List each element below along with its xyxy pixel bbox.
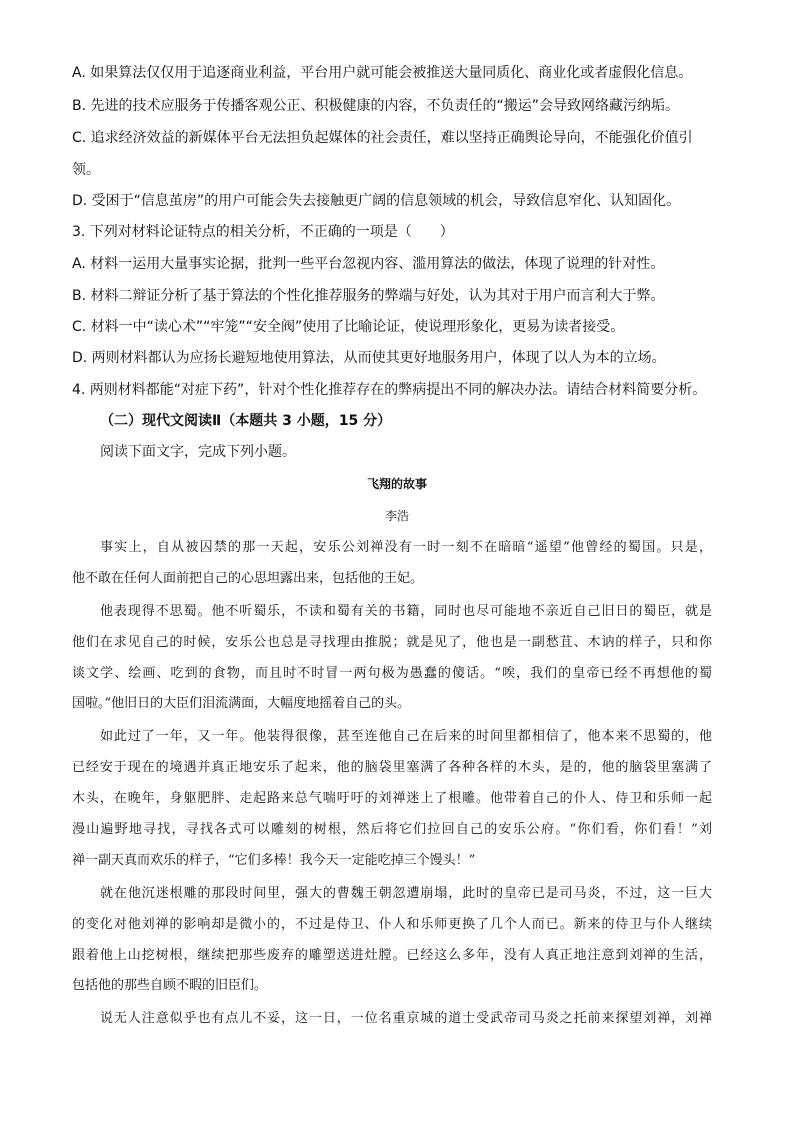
story-author: 李浩 <box>384 509 409 523</box>
story-line: 如此过了一年，又一年。他装得很像，甚至连他自己在后来的时间里都相信了，他本来不思蜀的，他 <box>100 729 712 744</box>
q2-option-a: A. 如果算法仅仅用于追逐商业利益，平台用户就可能会被推送大量同质化、商业化或者虚假化信息。 <box>72 65 693 81</box>
q2-option-b: B. 先进的技术应服务于传播客观公正、积极健康的内容，不负责任的“搬运”会导致网络藏污纳垢。 <box>72 98 680 114</box>
story-line: 国啦。”他旧日的大臣们泪流满面，大幅度地摇着自己的头。 <box>72 696 411 711</box>
q3-option-d: D. 两则材料都认为应扬长避短地使用算法，从而使其更好地服务用户，体现了以人为本的立场。 <box>72 350 666 366</box>
section-instruction: 阅读下面文字，完成下列小题。 <box>100 444 296 460</box>
story-line: 包括他的那些自顾不暇的旧臣们。 <box>72 978 268 993</box>
q4-stem: 4. 两则材料都能“对症下药”，针对个性化推荐存在的弊病提出不同的解决办法。请结合材料简要分析。 <box>72 382 707 398</box>
story-line: 的变化对他刘禅的影响却是微小的，不过是侍卫、仆人和乐师更换了几个人而已。新来的侍卫与仆人继续 <box>72 917 712 932</box>
story-line: 漫山遍野地寻找，寻找各式可以雕刻的树根，然后将它们拉回自己的安乐公府。“你们看，你们看！”刘 <box>72 822 712 837</box>
q2-option-c-line1: C. 追求经济效益的新媒体平台无法担负起媒体的社会责任，难以坚持正确舆论导向，不能强化价值引 <box>72 130 693 146</box>
q2-option-c-line2: 领。 <box>72 162 100 178</box>
q2-option-d: D. 受困于“信息茧房”的用户可能会失去接触更广阔的信息领域的机会，导致信息窄化、认知固化。 <box>72 193 681 209</box>
q3-option-a: A. 材料一运用大量事实论据，批判一些平台忽视内容、滥用算法的做法，体现了说理的针对性。 <box>72 256 665 272</box>
story-line: 说无人注意似乎也有点儿不妥，这一日，一位名重京城的道士受武帝司马炎之托前来探望刘禅，刘禅 <box>100 1011 712 1026</box>
story-title: 飞翔的故事 <box>366 477 427 491</box>
story-line: 跟着他上山挖树根，继续把那些废弃的雕塑送进灶膛。已经这么多年，没有人真正地注意到刘禅的生活， <box>72 948 712 963</box>
story-line: 他们在求见自己的时候，安乐公也总是寻找理由推脱；就是见了，他也是一副愁苴、木讷的样子，只和你 <box>72 635 712 650</box>
q3-stem: 3. 下列对材料论证特点的相关分析，不正确的一项是（ ） <box>72 224 454 240</box>
story-line: 木头，在晚年，身躯肥胖、走起路来总气喘吁吁的刘禅迷上了根雕。他带着自己的仆人、侍卫和乐师一起 <box>72 791 712 806</box>
story-line: 他不敢在任何人面前把自己的心思坦露出来，包括他的王妃。 <box>72 571 424 586</box>
story-line: 谈文学、绘画、吃到的食物，而且时不时冒一两句极为愚蠢的傻话。“唉，我们的皇帝已经不再想他的蜀 <box>72 666 712 681</box>
q3-option-c: C. 材料一中“读心术”“牢笼”“安全阀”使用了比喻论证，使说理形象化，更易为读者接受。 <box>72 319 625 335</box>
story-line: 就在他沉迷根雕的那段时间里，强大的曹魏王朝忽遭崩塌，此时的皇帝已是司马炎，不过，这一巨大 <box>100 886 712 901</box>
story-line: 事实上，自从被囚禁的那一天起，安乐公刘禅没有一时一刻不在暗暗“遥望”他曾经的蜀国。只是， <box>100 540 712 555</box>
section-heading: （二）现代文阅读Ⅱ（本题共 3 小题，15 分） <box>100 413 392 429</box>
story-line: 已经安于现在的境遇并真正地安乐了起来，他的脑袋里塞满了各种各样的木头，是的，他的脑袋里塞满了 <box>72 760 712 775</box>
q3-option-b: B. 材料二辩证分析了基于算法的个性化推荐服务的弊端与好处，认为其对于用户而言利大于弊。 <box>72 288 665 304</box>
story-line: 禅一副天真而欢乐的样子，“它们多棒！我今天一定能吃掉三个馒头！” <box>72 853 476 868</box>
story-line: 他表现得不思蜀。他不听蜀乐，不读和蜀有关的书籍，同时也尽可能地不亲近自己旧日的蜀臣，就是 <box>100 604 712 619</box>
